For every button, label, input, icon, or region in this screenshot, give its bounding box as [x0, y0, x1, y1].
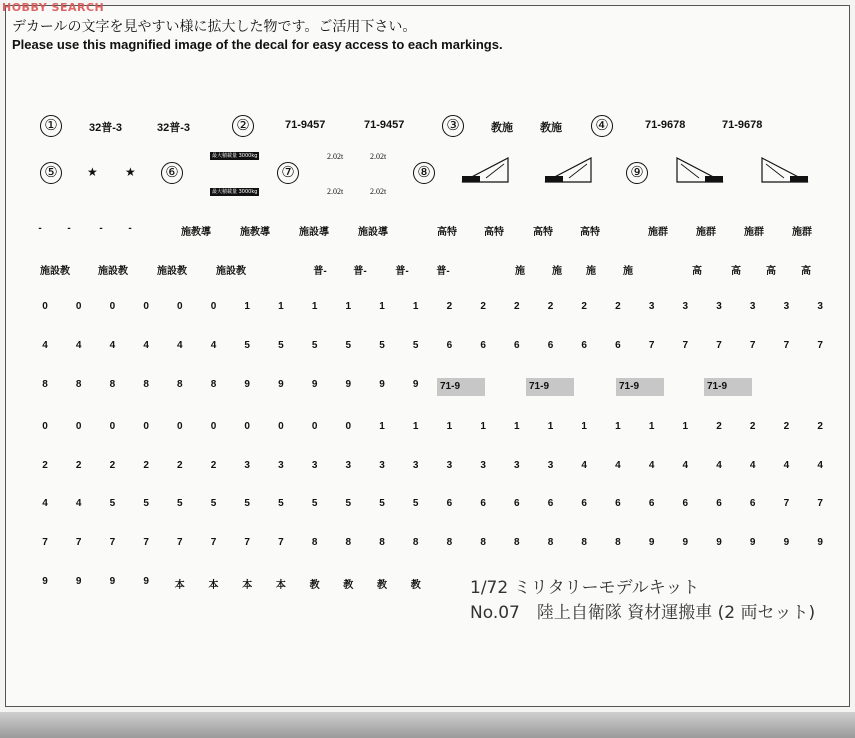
marking-cell: 施教導	[240, 227, 270, 238]
marking-cell: -	[128, 223, 132, 234]
group1-a: 32普-3	[89, 122, 123, 134]
weight-c: 2.02t	[327, 187, 344, 196]
marking-cell: 8	[446, 537, 453, 548]
marking-cell: 1	[311, 301, 318, 312]
marking-cell: 施設教	[157, 266, 187, 277]
marking-cell: 3	[547, 460, 554, 471]
group1-b: 32普-3	[157, 122, 191, 134]
marking-cell: 7	[177, 537, 183, 548]
marking-cell: 5	[278, 340, 284, 351]
marking-cell: 8	[514, 537, 520, 548]
marking-cell: 高特	[437, 227, 457, 238]
marking-cell: 2	[547, 301, 554, 312]
marker-3: ③	[442, 115, 464, 137]
marking-cell: 8	[379, 537, 385, 548]
marking-cell: 2	[716, 421, 722, 432]
marking-cell: 7	[278, 537, 284, 548]
marking-cell: 4	[648, 460, 655, 471]
shaded-plate-4: 71-9	[704, 378, 752, 396]
marking-cell: 1	[514, 421, 520, 432]
marking-cell: 8	[547, 537, 554, 548]
marking-cell: 8	[615, 537, 621, 548]
marking-cell: 7	[75, 537, 82, 548]
marking-cell: 8	[345, 537, 352, 548]
marking-cell: 6	[615, 340, 621, 351]
marking-cell: 2	[109, 460, 116, 471]
marking-cell: 9	[75, 576, 82, 587]
marking-cell: 5	[345, 340, 352, 351]
marking-cell: 0	[210, 421, 217, 432]
marking-cell: 6	[480, 340, 486, 351]
marking-cell: 施設導	[358, 227, 388, 238]
marking-cell: 施群	[696, 227, 716, 238]
marking-cell: 5	[244, 498, 250, 509]
marking-cell: 1	[412, 301, 419, 312]
marking-cell: 施教導	[181, 227, 211, 238]
shaded-plate-1: 71-9	[437, 378, 485, 396]
marker-5: ⑤	[40, 162, 62, 184]
marking-cell: 普-	[436, 266, 450, 277]
marking-cell: 1	[278, 301, 284, 312]
marking-cell: 1	[412, 421, 419, 432]
marking-cell: 4	[177, 340, 183, 351]
marking-cell: 8	[480, 537, 486, 548]
marking-cell: 9	[783, 537, 790, 548]
marking-cell: 1	[547, 421, 554, 432]
marking-cell: 0	[345, 421, 352, 432]
marking-cell: 教	[309, 580, 320, 591]
marking-cell: 4	[749, 460, 756, 471]
marking-cell: 3	[244, 460, 250, 471]
marking-cell: 0	[278, 421, 284, 432]
marking-cell: 施設導	[299, 227, 329, 238]
group4-b: 71-9678	[722, 119, 763, 131]
marker-1: ①	[40, 115, 62, 137]
marking-cell: 7	[817, 498, 823, 509]
marking-cell: 4	[615, 460, 621, 471]
marking-cell: 0	[42, 301, 48, 312]
marking-cell: 5	[210, 498, 217, 509]
weight-d: 2.02t	[370, 187, 387, 196]
marking-cell: 5	[412, 340, 419, 351]
marker-6: ⑥	[161, 162, 183, 184]
marking-cell: 4	[75, 340, 82, 351]
marking-cell: -	[99, 223, 103, 234]
marking-cell: 8	[177, 379, 183, 390]
marking-cell: 7	[143, 537, 149, 548]
marking-cell: 6	[446, 340, 453, 351]
marking-cell: 3	[716, 301, 722, 312]
marking-cell: 7	[783, 340, 790, 351]
page-edge	[0, 712, 855, 738]
marking-cell: -	[38, 223, 42, 234]
marking-cell: 7	[244, 537, 250, 548]
marking-cell: 5	[379, 498, 385, 509]
marking-cell: 本	[275, 580, 286, 591]
marking-cell: 4	[581, 460, 587, 471]
group2-a: 71-9457	[285, 119, 326, 131]
marking-cell: 2	[514, 301, 520, 312]
marking-cell: 2	[749, 421, 756, 432]
marking-cell: 施設教	[98, 266, 128, 277]
marking-cell: 高特	[580, 227, 600, 238]
marker-9: ⑨	[626, 162, 648, 184]
marking-cell: 9	[109, 576, 116, 587]
marking-cell: 1	[379, 421, 385, 432]
marking-cell: 9	[311, 379, 318, 390]
marking-cell: 2	[446, 301, 453, 312]
marking-cell: 1	[615, 421, 621, 432]
marking-cell: 1	[345, 301, 352, 312]
marking-cell: 3	[749, 301, 756, 312]
marking-cell: 7	[716, 340, 722, 351]
group2-b: 71-9457	[364, 119, 405, 131]
marking-cell: 3	[412, 460, 419, 471]
marking-cell: 5	[143, 498, 149, 509]
marking-cell: 9	[716, 537, 722, 548]
marking-cell: 4	[783, 460, 790, 471]
marking-cell: 施設教	[40, 266, 70, 277]
marking-cell: 0	[109, 301, 116, 312]
marking-cell: 8	[75, 379, 82, 390]
marking-cell: 0	[244, 421, 250, 432]
marking-cell: 2	[143, 460, 149, 471]
marking-cell: 6	[547, 340, 554, 351]
marking-cell: 5	[109, 498, 116, 509]
marking-cell: 2	[817, 421, 823, 432]
marker-8: ⑧	[413, 162, 435, 184]
emblem-8a-icon	[460, 156, 510, 184]
marking-cell: 普-	[353, 266, 367, 277]
marking-cell: 3	[311, 460, 318, 471]
marking-cell: 4	[716, 460, 722, 471]
marking-cell: 1	[244, 301, 250, 312]
marking-cell: 2	[210, 460, 217, 471]
marking-cell: 7	[783, 498, 790, 509]
marking-cell: 施	[552, 266, 562, 277]
marking-cell: 5	[379, 340, 385, 351]
marking-cell: 7	[682, 340, 689, 351]
marking-cell: 3	[682, 301, 689, 312]
marking-cell: 6	[547, 498, 554, 509]
marking-cell: 6	[615, 498, 621, 509]
marking-cell: 8	[581, 537, 587, 548]
marking-cell: 8	[143, 379, 149, 390]
marking-cell: 0	[143, 421, 149, 432]
marking-cell: 0	[210, 301, 217, 312]
marking-cell: 教	[377, 580, 387, 591]
marking-cell: 施	[515, 266, 525, 277]
marking-cell: 3	[817, 301, 823, 312]
marking-cell: 高特	[484, 227, 504, 238]
marking-cell: 9	[412, 379, 419, 390]
marking-cell: 5	[311, 340, 318, 351]
marking-cell: 6	[514, 498, 520, 509]
marking-cell: 3	[480, 460, 486, 471]
marking-cell: 4	[682, 460, 689, 471]
marking-cell: 0	[311, 421, 318, 432]
marking-cell: 2	[783, 421, 790, 432]
marking-cell: 2	[615, 301, 621, 312]
marking-cell: -	[67, 223, 71, 234]
marking-cell: 3	[379, 460, 385, 471]
marker-7: ⑦	[277, 162, 299, 184]
marking-cell: 7	[42, 537, 48, 548]
marking-cell: 高特	[533, 227, 553, 238]
marking-cell: 6	[682, 498, 689, 509]
marking-cell: 6	[716, 498, 722, 509]
marking-cell: 0	[177, 421, 183, 432]
load-plate-b: 最大積載量 3000kg	[212, 189, 258, 195]
marking-cell: 6	[514, 340, 520, 351]
marking-cell: 2	[75, 460, 82, 471]
emblem-8b-icon	[543, 156, 593, 184]
marking-cell: 9	[278, 379, 284, 390]
marking-cell: 6	[648, 498, 655, 509]
marking-cell: 教	[410, 580, 421, 591]
marking-cell: 5	[412, 498, 419, 509]
marking-cell: 7	[749, 340, 756, 351]
weight-a: 2.02t	[327, 152, 344, 161]
marking-cell: 9	[648, 537, 655, 548]
marking-cell: 9	[143, 576, 149, 587]
marking-cell: 7	[210, 537, 217, 548]
marking-cell: 7	[109, 537, 116, 548]
marking-cell: 本	[208, 580, 219, 591]
marking-cell: 本	[242, 580, 253, 591]
marking-cell: 5	[278, 498, 284, 509]
marking-cell: 8	[412, 537, 419, 548]
marking-cell: 6	[581, 340, 587, 351]
marking-cell: 3	[446, 460, 453, 471]
marking-cell: 0	[143, 301, 149, 312]
marking-cell: 2	[42, 460, 48, 471]
marking-cell: 普-	[395, 266, 409, 277]
marking-cell: 4	[143, 340, 149, 351]
marking-cell: 9	[345, 379, 352, 390]
marking-cell: 普-	[313, 266, 327, 277]
watermark: HOBBY SEARCH	[2, 1, 105, 14]
group4-a: 71-9678	[645, 119, 686, 131]
emblem-9b-icon	[760, 156, 810, 184]
marking-cell: 4	[210, 340, 217, 351]
marking-cell: 9	[42, 576, 48, 587]
marking-cell: 4	[75, 498, 82, 509]
marking-cell: 1	[581, 421, 587, 432]
marking-cell: 6	[480, 498, 486, 509]
intro-english: Please use this magnified image of the decal for easy access to each markings.	[12, 37, 503, 52]
marking-cell: 2	[480, 301, 486, 312]
load-plate-a: 最大積載量 3000kg	[212, 153, 258, 159]
marking-cell: 9	[379, 379, 385, 390]
marking-cell: 0	[75, 421, 82, 432]
marking-cell: 2	[581, 301, 587, 312]
marking-cell: 施	[623, 266, 633, 277]
marking-cell: 施群	[792, 227, 812, 238]
marking-cell: 0	[177, 301, 183, 312]
marking-cell: 0	[42, 421, 48, 432]
marking-cell: 6	[581, 498, 587, 509]
marking-cell: 9	[749, 537, 756, 548]
marking-cell: 3	[345, 460, 352, 471]
group3-a: 教施	[491, 122, 513, 134]
marking-cell: 9	[682, 537, 689, 548]
marking-cell: 施	[586, 266, 596, 277]
marking-cell: 高	[731, 266, 741, 277]
marking-cell: 3	[648, 301, 655, 312]
marking-cell: 5	[244, 340, 250, 351]
marking-cell: 4	[109, 340, 116, 351]
marking-cell: 8	[311, 537, 318, 548]
marking-cell: 1	[648, 421, 655, 432]
marker-4: ④	[591, 115, 613, 137]
star-a: ★	[87, 165, 98, 179]
marking-cell: 5	[345, 498, 352, 509]
marking-cell: 7	[648, 340, 655, 351]
marking-cell: 高	[692, 266, 702, 277]
marking-cell: 1	[379, 301, 385, 312]
emblem-9a-icon	[675, 156, 725, 184]
intro-japanese: デカールの文字を見やすい様に拡大した物です。ご活用下さい。	[12, 19, 417, 35]
marking-cell: 6	[446, 498, 453, 509]
group3-b: 教施	[540, 122, 562, 134]
marker-2: ②	[232, 115, 254, 137]
marking-cell: 高	[801, 266, 811, 277]
marking-cell: 7	[817, 340, 823, 351]
marking-cell: 3	[783, 301, 790, 312]
marking-cell: 3	[514, 460, 520, 471]
marking-cell: 9	[817, 537, 823, 548]
marking-cell: 6	[749, 498, 756, 509]
marking-cell: 4	[42, 340, 48, 351]
weight-b: 2.02t	[370, 152, 387, 161]
marking-cell: 8	[210, 379, 217, 390]
shaded-plate-3: 71-9	[616, 378, 664, 396]
marking-cell: 1	[446, 421, 453, 432]
marking-cell: 4	[817, 460, 823, 471]
marking-cell: 1	[682, 421, 689, 432]
marking-cell: 教	[343, 580, 354, 591]
star-b: ★	[125, 165, 136, 179]
marking-cell: 8	[42, 379, 48, 390]
marking-cell: 2	[177, 460, 183, 471]
marking-cell: 3	[278, 460, 284, 471]
kit-series: 1/72 ミリタリーモデルキット	[470, 578, 700, 598]
marking-cell: 8	[109, 379, 116, 390]
marking-cell: 5	[311, 498, 318, 509]
marking-cell: 施設教	[216, 266, 246, 277]
marking-cell: 5	[177, 498, 183, 509]
shaded-plate-2: 71-9	[526, 378, 574, 396]
kit-title: No.07 陸上自衛隊 資材運搬車 (2 両セット)	[470, 603, 816, 623]
marking-cell: 高	[766, 266, 776, 277]
marking-cell: 0	[75, 301, 82, 312]
marking-cell: 0	[109, 421, 116, 432]
marking-cell: 施群	[648, 227, 668, 238]
marking-cell: 4	[42, 498, 48, 509]
marking-cell: 9	[244, 379, 250, 390]
marking-cell: 本	[174, 580, 185, 591]
marking-cell: 施群	[744, 227, 764, 238]
marking-cell: 1	[480, 421, 486, 432]
